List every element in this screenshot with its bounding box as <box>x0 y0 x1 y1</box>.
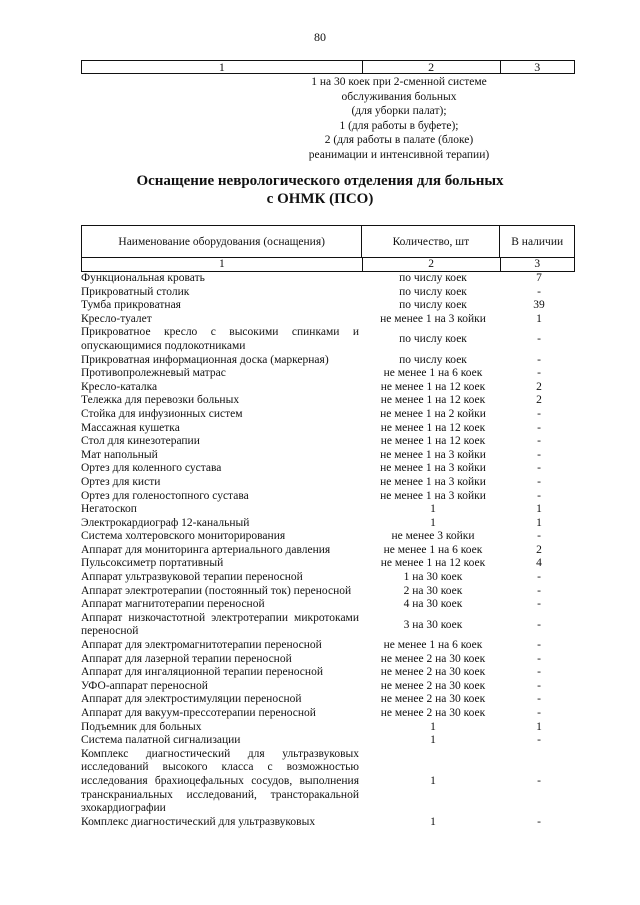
equipment-quantity: 1 <box>430 503 436 516</box>
equipment-quantity: 4 на 30 коек <box>403 598 463 611</box>
equipment-quantity: 1 <box>430 516 436 529</box>
equipment-quantity: по числу коек <box>399 285 467 298</box>
equipment-name: Пульсоксиметр портативный <box>81 557 224 570</box>
equipment-quantity: не менее 1 на 6 коек <box>383 639 483 652</box>
equipment-quantity: не менее 2 на 30 коек <box>380 652 486 665</box>
col-number: 3 <box>500 61 574 74</box>
col-number: 2 <box>362 258 500 272</box>
table-row <box>81 449 575 463</box>
equipment-available: 2 <box>536 543 542 556</box>
table-row <box>81 286 575 300</box>
table-row <box>81 748 575 816</box>
equipment-quantity: не менее 1 на 12 коек <box>380 557 486 570</box>
table-row <box>81 517 575 531</box>
equipment-quantity: не менее 1 на 12 коек <box>380 380 486 393</box>
equipment-name: Противопролежневый матрас <box>81 367 226 380</box>
equipment-quantity: 1 <box>430 734 436 747</box>
table-row <box>81 530 575 544</box>
section-title <box>0 172 640 208</box>
equipment-available: - <box>537 475 541 488</box>
table-row <box>81 571 575 585</box>
col-number: 2 <box>362 61 500 74</box>
header-name: Наименование оборудования (оснащения) <box>82 226 362 258</box>
table-row <box>81 394 575 408</box>
equipment-quantity: 1 <box>430 774 436 787</box>
table-row <box>81 326 575 353</box>
equipment-available: - <box>537 421 541 434</box>
equipment-quantity: не менее 2 на 30 коек <box>380 666 486 679</box>
equipment-name: Комплекс диагностический для ультразвуковых <box>81 815 316 828</box>
equipment-quantity: 2 на 30 коек <box>403 584 463 597</box>
equipment-quantity: не менее 1 на 6 коек <box>383 367 483 380</box>
equipment-available: - <box>537 333 541 346</box>
equipment-available: - <box>537 367 541 380</box>
equipment-available: - <box>537 815 541 828</box>
table-row <box>81 693 575 707</box>
title-line: Оснащение неврологического отделения для больных <box>136 173 504 189</box>
equipment-available: - <box>537 435 541 448</box>
table-row <box>81 816 575 830</box>
table-row <box>81 313 575 327</box>
header-avail: В наличии <box>500 226 575 258</box>
text-line: обслуживания больных <box>341 90 457 103</box>
equipment-name: Функциональная кровать <box>81 272 205 284</box>
equipment-name: Кресло-каталка <box>81 380 158 393</box>
equipment-available: - <box>537 462 541 475</box>
equipment-available: 4 <box>536 557 542 570</box>
equipment-quantity: не менее 1 на 12 коек <box>380 435 486 448</box>
table-row <box>81 422 575 436</box>
col-number: 1 <box>82 61 363 74</box>
equipment-name: Стол для кинезотерапии <box>81 435 200 448</box>
table-row <box>81 490 575 504</box>
table-row <box>81 557 575 571</box>
equipment-available: 1 <box>536 503 542 516</box>
equipment-name: Тележка для перевозки больных <box>81 394 240 407</box>
continued-table-header <box>81 60 575 74</box>
text-line: (для уборки палат); <box>351 105 447 118</box>
equipment-available: 1 <box>536 516 542 529</box>
equipment-name: Электрокардиограф 12-канальный <box>81 516 250 529</box>
equipment-quantity: 1 <box>430 720 436 733</box>
equipment-table-body <box>81 272 575 829</box>
equipment-available: - <box>537 489 541 502</box>
equipment-available: - <box>537 734 541 747</box>
table-row <box>81 354 575 368</box>
equipment-quantity: 3 на 30 коек <box>403 618 463 631</box>
text-line: 1 на 30 коек при 2-сменной системе <box>311 76 487 88</box>
table-row <box>81 653 575 667</box>
equipment-name: Аппарат для лазерной терапии переносной <box>81 652 292 665</box>
equipment-name: Негатоскоп <box>81 503 137 516</box>
table-row <box>81 666 575 680</box>
equipment-available: - <box>537 707 541 719</box>
equipment-name: Ортез для кисти <box>81 475 161 488</box>
equipment-quantity: не менее 1 на 3 койки <box>380 448 486 461</box>
text-line: 2 (для работы в палате (блоке) <box>324 134 474 147</box>
equipment-name: Прикроватное кресло с высокими спинками и опускающимися подлокотниками <box>81 326 359 352</box>
equipment-available: - <box>537 693 541 706</box>
equipment-name: Тумба прикроватная <box>81 299 181 312</box>
equipment-quantity: не менее 1 на 12 коек <box>380 421 486 434</box>
equipment-available: - <box>537 571 541 584</box>
col-number: 3 <box>500 258 574 272</box>
equipment-available: - <box>537 639 541 652</box>
equipment-name: Система палатной сигнализации <box>81 734 241 747</box>
text-line: 1 (для работы в буфете); <box>339 119 459 132</box>
equipment-quantity: не менее 1 на 3 койки <box>380 462 486 475</box>
equipment-name: Аппарат магнитотерапии переносной <box>81 598 265 611</box>
equipment-name: Комплекс диагностический для ультразвуковых исследований высокого класса с возможностью исследования брахиоцефальных сосудов, выполнения транскраниальных исследований, трансторакальной эхокардиографии <box>81 747 359 815</box>
equipment-available: - <box>537 774 541 787</box>
equipment-name: Аппарат для электростимуляции переносной <box>81 693 302 706</box>
table-row <box>81 680 575 694</box>
equipment-name: Ортез для коленного сустава <box>81 462 222 475</box>
equipment-name: Система холтеровского мониторирования <box>81 530 286 543</box>
table-row <box>81 381 575 395</box>
equipment-available: - <box>537 679 541 692</box>
equipment-available: - <box>537 666 541 679</box>
equipment-name: Аппарат электротерапии (постоянный ток) переносной <box>81 584 352 597</box>
equipment-available: 2 <box>536 380 542 393</box>
table-row <box>81 408 575 422</box>
equipment-quantity: по числу коек <box>399 299 467 312</box>
equipment-name: Аппарат для электромагнитотерапии переносной <box>81 639 322 652</box>
equipment-quantity: не менее 1 на 6 коек <box>383 543 483 556</box>
equipment-quantity: не менее 1 на 12 коек <box>380 394 486 407</box>
equipment-quantity: 1 на 30 коек <box>403 571 463 584</box>
table-row <box>81 435 575 449</box>
equipment-name: Аппарат для вакуум-прессотерапии переносной <box>81 707 316 719</box>
equipment-name: Подъемник для больных <box>81 720 202 733</box>
equipment-available: - <box>537 598 541 611</box>
equipment-available: - <box>537 353 541 366</box>
equipment-available: - <box>537 530 541 543</box>
equipment-available: - <box>537 618 541 631</box>
table-row <box>81 734 575 748</box>
table-row <box>81 299 575 313</box>
equipment-quantity: не менее 1 на 3 койки <box>380 312 486 325</box>
equipment-name: Массажная кушетка <box>81 421 180 434</box>
equipment-table-header <box>81 225 575 258</box>
table-row <box>81 503 575 517</box>
equipment-available: - <box>537 407 541 420</box>
equipment-name: Стойка для инфузионных систем <box>81 407 243 420</box>
equipment-name: Прикроватная информационная доска (маркерная) <box>81 353 329 366</box>
header-qty: Количество, шт <box>362 226 500 258</box>
equipment-quantity: не менее 2 на 30 коек <box>380 707 486 719</box>
equipment-available: - <box>537 448 541 461</box>
equipment-available: 7 <box>536 272 542 284</box>
equipment-quantity: не менее 2 на 30 коек <box>380 693 486 706</box>
equipment-quantity: не менее 1 на 3 койки <box>380 489 486 502</box>
text-line: реанимации и интенсивной терапии) <box>308 148 490 161</box>
equipment-quantity: не менее 3 койки <box>391 530 475 543</box>
equipment-name: Аппарат для мониторинга артериального давления <box>81 543 331 556</box>
table-row <box>81 476 575 490</box>
equipment-available: 1 <box>536 720 542 733</box>
table-row <box>81 585 575 599</box>
equipment-available: - <box>537 584 541 597</box>
equipment-name: Ортез для голеностопного сустава <box>81 489 249 502</box>
equipment-available: 2 <box>536 394 542 407</box>
equipment-quantity: не менее 1 на 3 койки <box>380 475 486 488</box>
equipment-name: УФО-аппарат переносной <box>81 679 208 692</box>
table-row <box>81 639 575 653</box>
equipment-available: 39 <box>533 299 545 312</box>
table-row <box>81 367 575 381</box>
table-row <box>81 721 575 735</box>
equipment-name: Мат напольный <box>81 448 158 461</box>
table-row <box>81 707 575 721</box>
table-row <box>81 462 575 476</box>
table-row <box>81 272 575 286</box>
equipment-name: Аппарат для ингаляционной терапии переносной <box>81 666 323 679</box>
equipment-name: Кресло-туалет <box>81 312 152 325</box>
equipment-available: - <box>537 285 541 298</box>
equipment-name: Аппарат низкочастотной электротерапии микротоками переносной <box>81 611 359 638</box>
equipment-name: Аппарат ультразвуковой терапии переносной <box>81 571 303 584</box>
continued-cell-text <box>290 75 508 163</box>
title-line: с ОНМК (ПСО) <box>266 191 374 207</box>
equipment-quantity: по числу коек <box>399 353 467 366</box>
equipment-name: Прикроватный столик <box>81 285 190 298</box>
col-number: 1 <box>82 258 363 272</box>
table-row <box>81 612 575 639</box>
page-number: 80 <box>314 30 326 44</box>
column-numbers-row <box>81 258 575 272</box>
table-row <box>81 598 575 612</box>
equipment-available: 1 <box>536 312 542 325</box>
table-row <box>81 544 575 558</box>
equipment-quantity: не менее 1 на 2 койки <box>380 407 486 420</box>
equipment-quantity: по числу коек <box>399 333 467 346</box>
equipment-available: - <box>537 652 541 665</box>
equipment-quantity: 1 <box>430 815 436 828</box>
equipment-quantity: не менее 2 на 30 коек <box>380 679 486 692</box>
equipment-quantity: по числу коек <box>399 272 467 284</box>
